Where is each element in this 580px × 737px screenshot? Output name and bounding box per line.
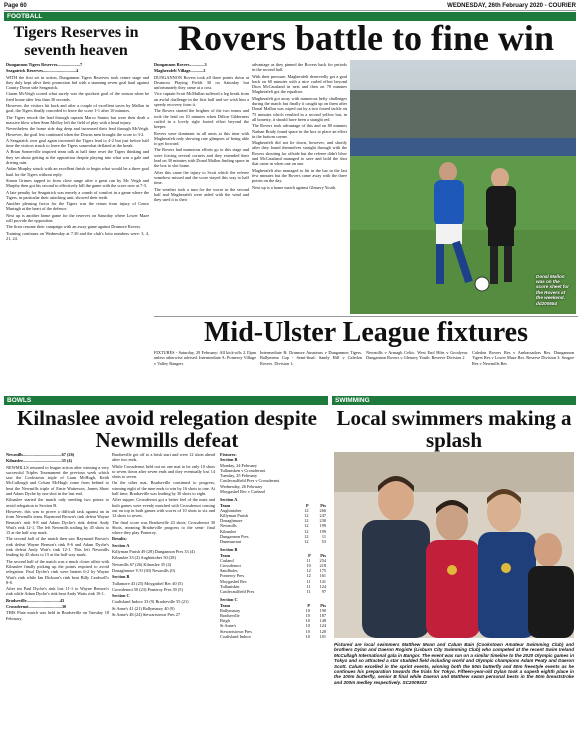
paragraph: Training continues on Wednesday at 7.30 and the club's lotto numbers were: 3, 4, 21, 24. [6, 230, 149, 241]
table-cell: 11 [321, 533, 326, 539]
kilnaslee-article-col1 [6, 452, 109, 734]
table-cell: 247 [319, 513, 326, 519]
paragraph: Next up is another home game for the reserves on Saturday where Lower Maze will provide the opposition. [6, 212, 149, 224]
fixture-line: Moygashel Rec v Carland [220, 489, 265, 495]
paragraph: advantage as they pinned the Rovers back for periods in the second half. [252, 62, 347, 73]
table-cell: Crossdernot [220, 563, 241, 568]
table-cell: 12 [304, 513, 309, 519]
paragraph: Next up is a home match against Glenavy Youth. [252, 184, 337, 190]
table-header-cell: P [305, 502, 309, 508]
fixtures-col1: FIXTURES - Saturday, 29 February: All kick-offs 2.15pm unless otherwise advised. Intermediate A: Pomeroy Village v Valley Rangers [154, 350, 256, 366]
paragraph: Section C [112, 593, 130, 599]
paragraph: Kilnaslee....................................35 (4) [6, 458, 73, 464]
paragraph: However, the visitors hit back and after a couple of excellent saves by Mallon in goal, the Tigers finally conceded to leave the score 1-1 after 10 minutes. [6, 103, 149, 114]
kilnaslee-headline: Kilnaslee avoid relegation despite Newmills defeat [16, 406, 318, 452]
paragraph: A late penalty for Seagatrick was merely a crumb of comfort in a game where the Tigers, in particular their attacking unit, showed their teeth. [6, 189, 149, 200]
table-header-cell: Pts [320, 552, 326, 558]
table-header-cell: Team [220, 502, 231, 508]
fixtures-col3: Newmills v Armagh Celtic. West End Hibs v Goodyear. Dungannon Rovers v Glenavy Youth. Reserve Division 2 [366, 350, 468, 361]
paragraph: Magherafelt got away with numerous hefty challenges during the match but finally it caught up on them after Donal Mallon was wiped out by a two footed tackle on 75 minutes which resulted in a second yellow but, in all honesty, it should have been a straight red. [252, 95, 347, 122]
paragraph: The Rovers took advantage of this and on 80 minutes Nathan Brady found space in the box to place an effort in the bottom corner. [252, 123, 347, 139]
paragraph: The Tigers retook the lead through captain Marco Santos but were then dealt a massive blow when Sean Molloy left the field of play with a head injury. [6, 114, 149, 125]
paragraph: While Crossdernot held out on one mat to be only 10 shots to seven down after seven ends and they eventually lost 14 shots to seven. [112, 463, 215, 480]
section-bar-bowls: BOWLS [4, 396, 328, 405]
paragraph: Results: [112, 536, 127, 542]
table-cell: Dungannon Pres [220, 533, 249, 539]
table-cell: Dunmurraut [220, 539, 242, 545]
paragraph: Magherafelt also managed to hit in the bar in the last few minutes but the Rovers came away with the three points on the day. [252, 167, 347, 184]
section-bar-football: FOOTBALL [4, 12, 576, 21]
section-bar-swimming: SWIMMING [332, 396, 576, 405]
dateline: WEDNESDAY, 26th February 2020 - COURIER [447, 3, 576, 9]
table-cell: 10 [305, 623, 310, 629]
table-cell: Aughintober [220, 507, 242, 513]
table-cell: Bradseville [220, 612, 240, 618]
table-cell: 199 [319, 523, 326, 529]
swimming-caption: Pictured are local swimmers Matthew Moan and Calum Bain (Cookstown Amateur Swimming Club) and brothers Dylan and Daeron Rogiste (Lisburn City Swimming Club) who competed at the recent Swim Ireland McCullagh International gala in Bangor. The event was run on a similar timeline to the 2020 Olympic games in Tokyo and so attracted a star studded field including world and Olympic champions Adam Peaty and Daeron Scott. Calum excelled in the sprint events, winning both the 50m butterfly and 50m freestyle events as he continues his preparation towards the trials for Tokyo. Fifteen-year-old Dylan took a superb eighth place in the 100m butterfly, senior B final while Daeron and Matthew swam personal bests in the 50m breaststroke and 200m medley respectively. SC2009322 [334, 642, 574, 685]
table-cell: 97 [321, 589, 326, 595]
fixture-line: Tullanisken v Crossdernot [220, 467, 266, 473]
rovers-article-col1 [154, 62, 249, 312]
table-cell: Tullaniskin [220, 583, 240, 589]
table-cell: 161 [319, 573, 326, 579]
tigers-article-body [6, 62, 149, 366]
table-cell: Newmills [220, 523, 237, 529]
paragraph: Magherafelt did not lie down, however, and shortly after they found themselves straight through with the Rovers shouting for offside but the referee didn't blow and McCausland managed to save and hold the shot that came in when one on one. [252, 140, 347, 167]
paragraph: After tea Paul Dyche's rink lost 11-1 to Wayne Benson's rink while Adam Dyche's rink beat Andy Watts rink 10-1. [6, 586, 109, 597]
paragraph: Kilnaslee started the match only needing two points to avoid relegation to Section B. [6, 497, 109, 508]
table-cell: Kilnaslee [220, 528, 237, 534]
table-cell: 190 [319, 607, 326, 613]
fixtures-col2: Intermediate B: Drumore Amateurs v Dungannon Tigers. Ballymena Cup - Semi-final: Sandy Hill v Caledon Rovers. Division 1: [260, 350, 362, 366]
paragraph: Killyman Parish 49 (28) Dungannon Pres 33 (4) [112, 549, 195, 555]
swimming-headline: Local swimmers making a splash [336, 406, 572, 452]
table-cell: St Anne's [220, 623, 237, 629]
table-cell: 12 [304, 518, 309, 524]
paragraph: Rovers were dominant in all areas at this time with Magherafelt only showing rare glimpses of being able to get forward. [154, 130, 249, 147]
page-header [4, 2, 576, 11]
table-cell: 12 [304, 523, 309, 529]
swimmers-photo [334, 452, 574, 638]
paragraph: Kilnaslee 33 (2) Aughintober 50 (28) [112, 555, 176, 561]
league-tables [220, 497, 326, 639]
rovers-article-col2 [252, 62, 347, 312]
table-cell: 11 [306, 578, 311, 584]
paragraph: St Anne's 41 (21) Ballymaury 40 (9) [112, 605, 175, 611]
rovers-match-photo [350, 60, 576, 314]
table-cell: 11 [306, 557, 311, 563]
fixtures-title: Fixtures: [220, 452, 237, 457]
table-cell: 53 [321, 539, 326, 545]
table-cell: 12 [306, 573, 311, 579]
paragraph: The second half of the match was a much closer affair with Kilnaslee finally picking up the points required to avoid relegation. Paul Dyche's rink were beaten 6-2 by Wayne Watt's rink while Ian Dickson's rink beat Billy Cardwell's 8-8. [6, 558, 109, 585]
kilnaslee-article-col2 [112, 452, 215, 734]
paragraph: Magherafelt Village............2 [154, 68, 206, 74]
table-cell: 148 [319, 618, 326, 624]
paragraph: Section A [112, 542, 130, 548]
fixture-line: Monday, 24 February [220, 462, 258, 468]
paragraph: Seagatrick Reserves...............................4 [6, 68, 79, 74]
league-table [220, 603, 326, 639]
table-cell: Brigh [220, 618, 230, 624]
paragraph: St Anne's 48 (24) Stewartstown Pres 27 [112, 612, 181, 618]
page-number: Page 60 [4, 3, 27, 9]
table-cell: 141 [319, 578, 326, 584]
table-cell: 12 [304, 533, 309, 539]
table-row [220, 634, 326, 639]
table-cell: Stewartstown Pres [220, 628, 252, 634]
table-cell: 230 [319, 518, 326, 524]
table-cell: Moygashel Rec [220, 578, 247, 584]
paragraph: THIS Plate match was held in Bradseville on Tuesday 18 February. [6, 610, 109, 621]
fixture-line: Castlecaulfield Pres v Crossdernot [220, 478, 280, 484]
paragraph: The second half of the match then saw Raymond Brown's rink defeat Wayne Benson's rink 8-6 and Adam Dyche's rink defeat Andy Watt's rink 12-1. This left Newmills leading by 45 shots to 15 at the half way mark. [6, 536, 109, 558]
paragraph: Bradseville got off to a brisk start and were 12 shots ahead after two ends. [112, 452, 215, 463]
rovers-headline: Rovers battle to fine win [178, 18, 554, 58]
paragraph: With their pressure, Magherafelt deservedly got a goal back on 60 minutes with a nice curled effort beyond Dion McCausland in nets and then on 70 minutes Magherafelt got the equaliser. [252, 73, 347, 95]
paragraph: The firsts resume their campaign with an away game against Drumore Rovers. [6, 224, 142, 230]
table-cell: 10 [305, 612, 310, 618]
table-cell: 120 [319, 628, 326, 634]
table-cell: Coalisland Indoor [220, 633, 251, 639]
paragraph: After this came the injury to Scott which the referee somehow missed and the score stayed this way to half time. [154, 169, 249, 186]
table-row [220, 539, 326, 544]
paragraph: Vice captain Scott McMullan suffered a leg break from an awful challenge in the first half and we wish him a speedy recovery from it. [154, 91, 249, 108]
table-header-cell: Team [220, 552, 231, 558]
fixtures-col4: Caledon Rovers Res v Ambassadors Res. Dungannon Tigers Res v Lower Maze Res. Reserve Division 3: Seagoe Res v Newmills Res [472, 350, 574, 366]
table-cell: 124 [319, 623, 326, 629]
fixture-line: Tuesday, 25 February [220, 473, 258, 479]
paragraph: However, this was to prove a difficult task against an in form Newmills team. Raymond Brown's rink defeat Wayne Benson's rink 8-8 and Adam Dyche's rink defeat Andy Watt's rink 12-1. The left Newmills trailing by 45 shots to 15 at the half way mark. [6, 508, 109, 536]
paragraph: The final score was Bradseville 43 shots; Crossdernot 30 Shots, meaning Bradseville progress to the semi- final where they play Pomeroy. [112, 519, 215, 536]
table-header-cell: P [308, 552, 311, 558]
table-cell: 101 [319, 633, 326, 639]
league-table [220, 503, 326, 545]
table-cell: 254 [319, 557, 326, 563]
paragraph: After supper, Crossdernot got a better feel of the mats and both games were evenly matched with Crossdernot coming out on top in both games with scores of 10 shots to six and 12 shots to seven. [112, 497, 215, 519]
paragraph: A Brian Somerville inspired team talk at half time reset the Tigers thinking and they set about getting at the opposition despite playing into what was a gale and driving rain. [6, 149, 149, 166]
table-cell: 10 [306, 563, 311, 568]
paragraph: Newmills....................................67 (26) [6, 452, 75, 457]
kilnaslee-league-tables [220, 452, 326, 734]
table-header-cell: P [307, 602, 310, 608]
paragraph: The Rovers started the brighter of the two teams and took the lead on 10 minutes when Dillon Gilderness curled in a lovely right footed effort beyond the keeper. [154, 108, 249, 130]
table-cell: 11 [306, 583, 311, 589]
table-cell: 175 [319, 568, 326, 574]
table-row [220, 589, 326, 594]
table-cell: Ballymaury [220, 607, 241, 613]
table-header-cell: Pts [320, 502, 326, 508]
swimmers-group-image [334, 452, 574, 638]
table-cell: Carland [220, 557, 234, 563]
paragraph: WITH the first set in action, Dungannon Tigers Reserves took centre stage and they duly kept alive their promotion bid with a stunning seven goal haul against County Down side Seagatrick. [6, 74, 149, 91]
paragraph: Newmills 67 (26) Kilnaslee 35 (4) [112, 561, 172, 567]
table-cell: 12 [304, 539, 309, 545]
fixtures-list [220, 463, 326, 495]
table-title: Section B [220, 547, 238, 553]
paragraph: Section B [112, 574, 130, 580]
paragraph: The Rovers had numerous efforts go to this stage and were forcing several corners and they extended their lead on 30 minutes with Donal Mallon finding space in the box to slot home. [154, 147, 249, 169]
paragraph: Coalisland Indoor 33 (9) Bradseville 55 (21) [112, 599, 189, 605]
table-cell: 10 [305, 633, 310, 639]
league-table [220, 553, 326, 595]
table-title: Section C [220, 597, 238, 603]
table-cell: 11 [306, 589, 311, 595]
paragraph: A Seagatrick own goal again increased the Tigers lead to 4-2 but just before half time the visitors struck to leave the Tigers somewhat deflated at the break. [6, 137, 149, 149]
paragraph: Aidan Murphy struck with an excellent finish to begin what would be a three goal haul for the Tigers without reply. [6, 166, 149, 177]
paragraph: Bradseville...............................43 [6, 597, 65, 603]
paragraph: DUNGANNON Rovers took all three points down at Drumcoo Playing Fields 30 on Saturday but unfortunately they came at a cost. [154, 74, 249, 91]
table-header-cell: Pts [320, 602, 326, 608]
table-cell: 218 [319, 563, 326, 568]
table-cell: 10 [305, 618, 310, 624]
fixtures-headline: Mid-Ulster League fixtures [154, 316, 578, 347]
fixture-line: Wednesday, 26 February [220, 483, 263, 489]
paragraph: Dungannon Tigers Reserves.....................7 [6, 62, 83, 67]
paragraph: NEWMILLS returned to league action after winning a very successful Triples Tournament the previous week which saw the Cookstown triple of Liam McHugh, Keith McCullough and Colum McHugh come from behind to beat the Newmills triple of Ernie Watterson, James Shaw and Adam Dyche by one shot in the last end. [6, 464, 109, 497]
table-cell: 199 [319, 528, 326, 534]
table-cell: 12 [306, 568, 311, 574]
table-cell: Pomeroy Pres [220, 573, 244, 579]
fixtures-section: Section B [220, 457, 238, 463]
paragraph: On the other mat, Bradseville continued to progress, winning eight of the nine ends to win by 16 shots to one. At half time, Bradseville was leading by 30 shots to eight. [112, 480, 215, 497]
paragraph: Another pleasing factor for the Tigers was the return from injury of Conor Murtagh at the heart of the defence. [6, 201, 149, 212]
table-cell: Castlecaulfield Pres [220, 589, 255, 595]
table-cell: 10 [305, 628, 310, 634]
paragraph: Donaghmore V/O (30) Newmills (0) [112, 567, 175, 573]
table-cell: 12 [304, 528, 309, 534]
table-cell: 266 [319, 507, 326, 513]
table-cell: Sandholes [220, 568, 238, 574]
table-cell: 12 [304, 507, 309, 513]
rovers-photo-caption: Donal Mallon was on the score sheet for the Rovers at the weekend. dd200554 [536, 273, 569, 306]
table-cell: 10 [305, 607, 310, 613]
paragraph: Crossdernot...............................30 [6, 604, 67, 610]
table-header-cell: Team [220, 602, 231, 608]
paragraph: Simon Grimes tapped in from close range after a great run by Mc Veigh and Murphy then got his second to effectively kill the game with the score now at 7-3. [6, 177, 149, 189]
paragraph: Ciaran McVeigh scored what surely was the quickest goal of the season when he fired home after less than 30 seconds. [6, 91, 149, 102]
paragraph: Tullamore 43 (25) Moygashel Rec 40 (5) [112, 580, 183, 586]
table-cell: Donaghmore [220, 518, 243, 524]
table-cell: Killyman Parish [220, 513, 249, 519]
paragraph: Crossdernot 50 (23) Pomeroy Pres 39 (5) [112, 586, 183, 592]
table-cell: 187 [319, 612, 326, 618]
paragraph: Nevertheless the home side dug deep and increased their lead through McVeigh. However, the goal fest continued when the Downs men brought the score to 3-2. [6, 126, 149, 137]
table-title: Section A [220, 497, 238, 503]
tigers-headline: Tigers Reserves in seventh heaven [13, 24, 139, 59]
paragraph: The weather took a turn for the worse in the second half and Magherafelt were aided with the wind and they used it to their [154, 186, 249, 203]
table-cell: 124 [319, 583, 326, 589]
paragraph: Dungannon Rovers..............3 [154, 62, 207, 67]
